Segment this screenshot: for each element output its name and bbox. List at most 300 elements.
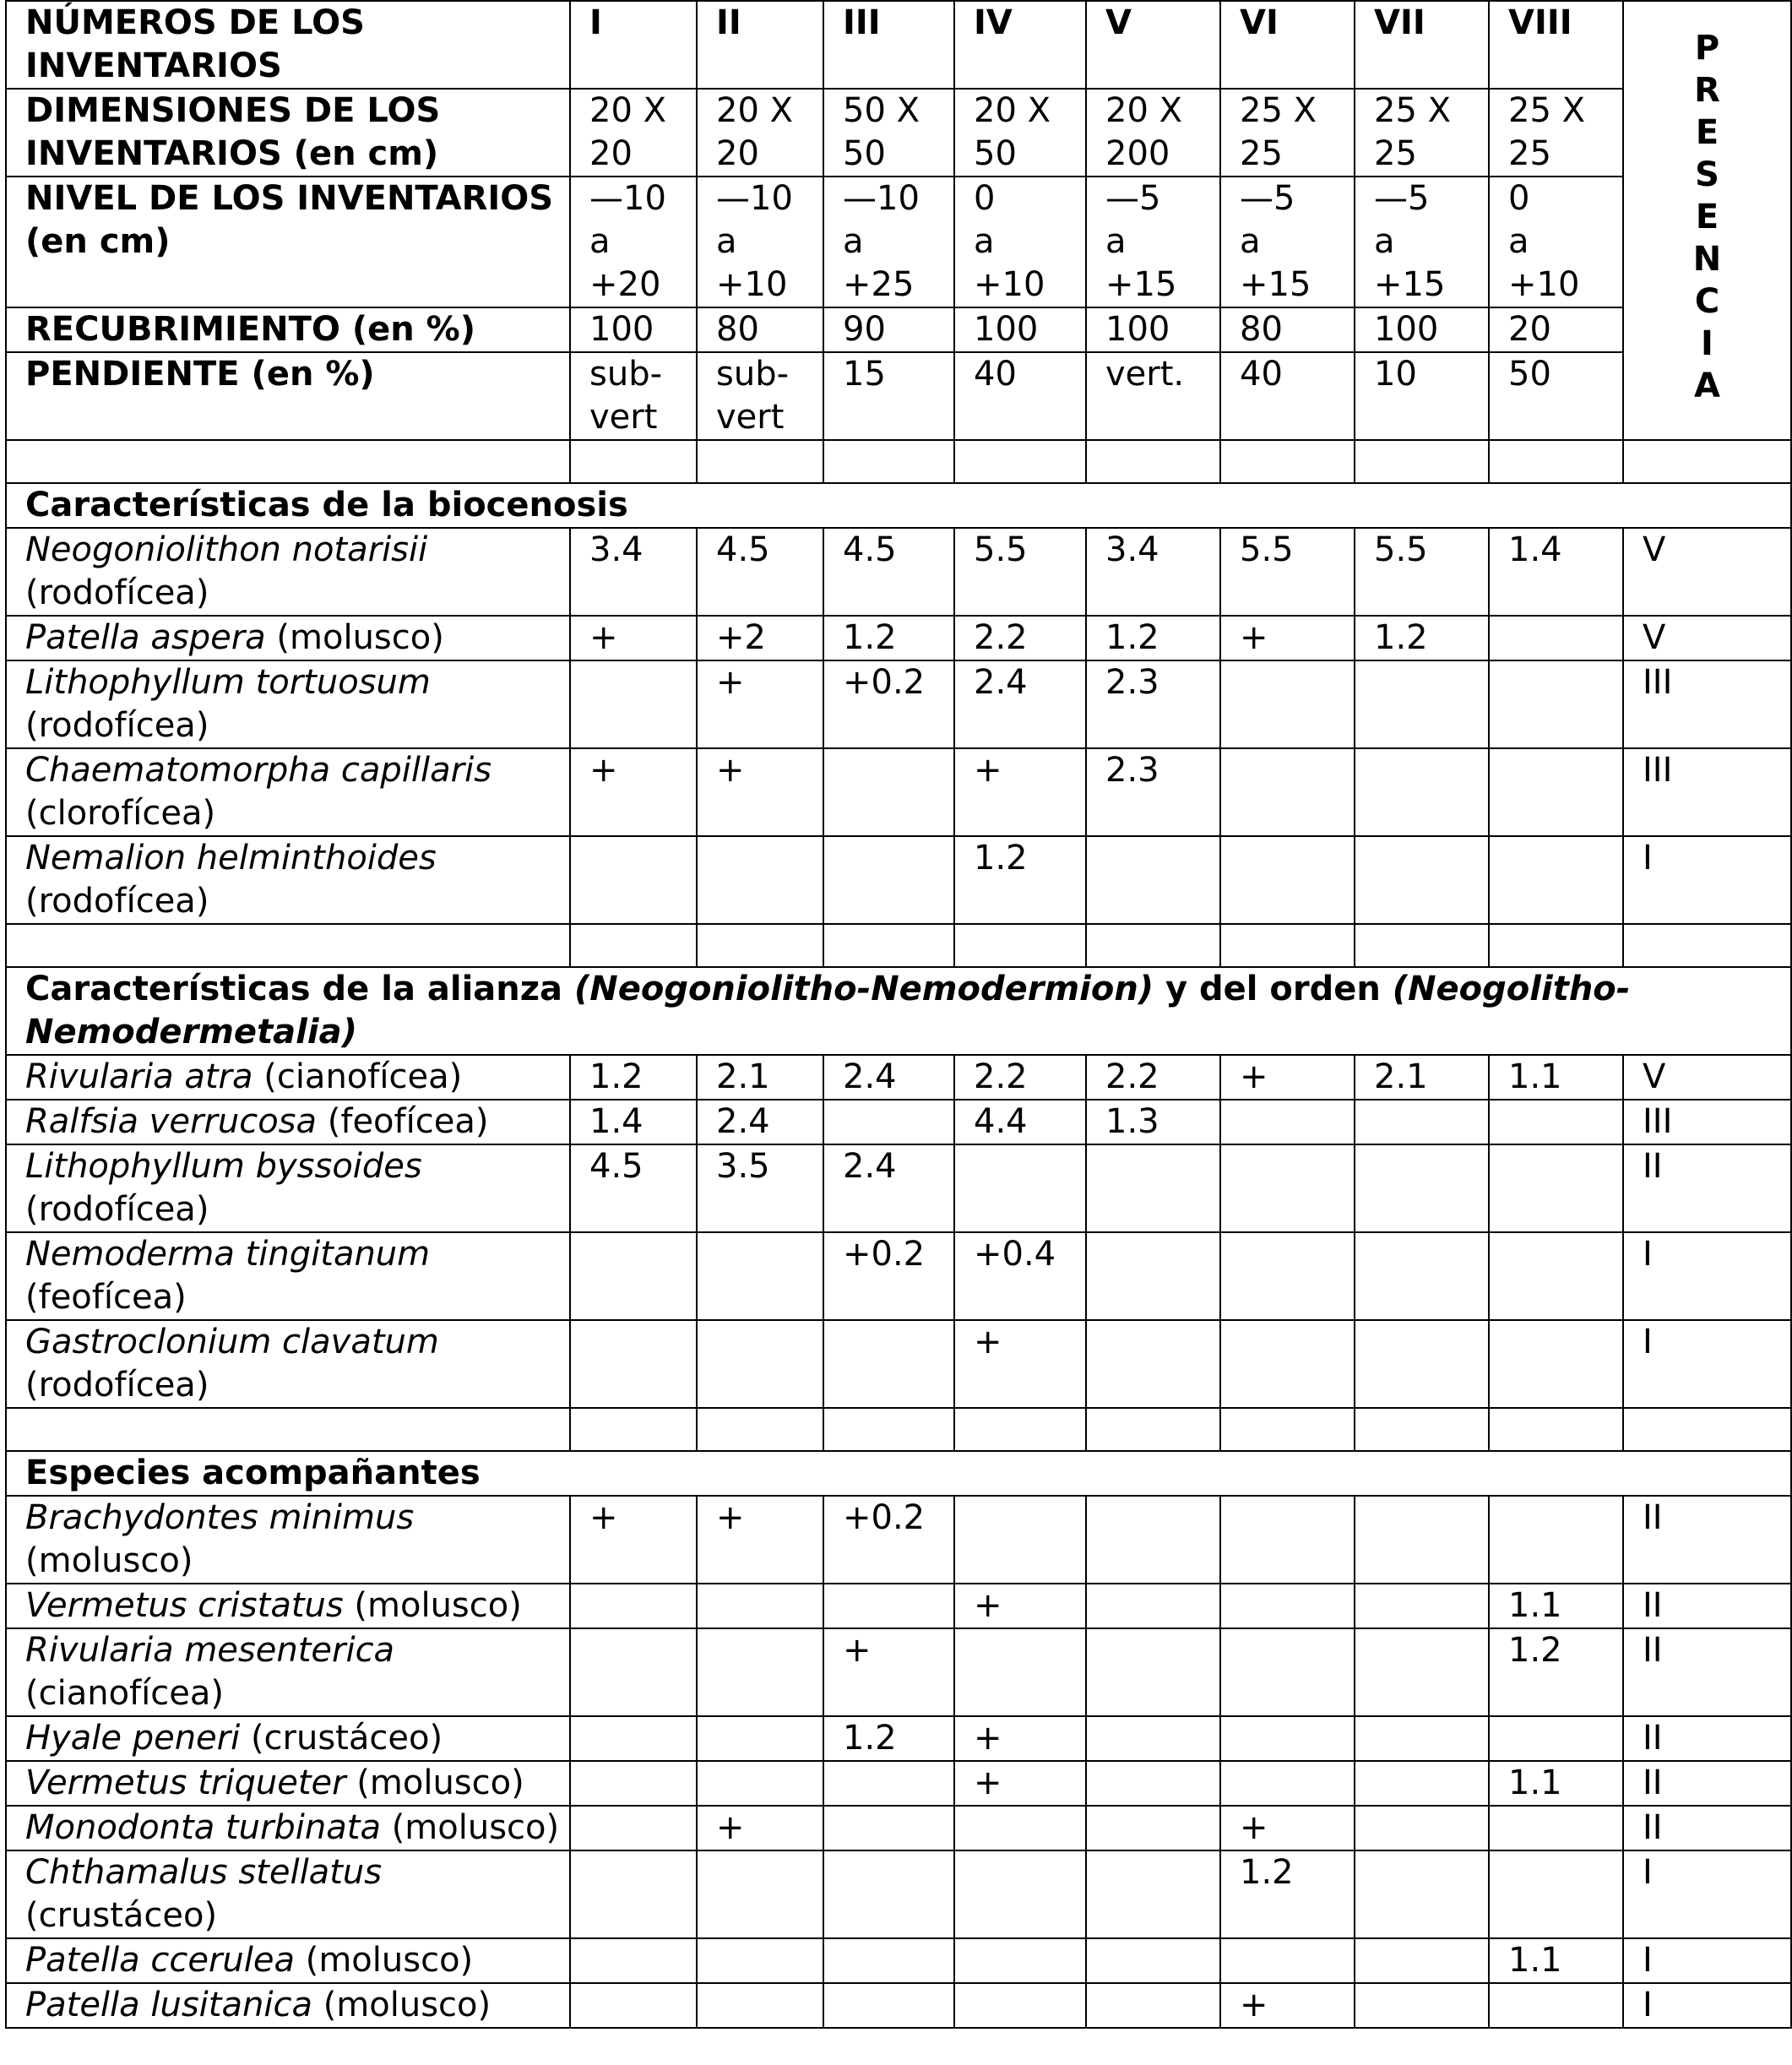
- empty-cell: [697, 1408, 823, 1451]
- section-title-part: Especies acompañantes: [25, 1454, 481, 1492]
- abundance-value: [1220, 1584, 1355, 1628]
- pendiente-label: PENDIENTE (en %): [6, 352, 570, 440]
- nivel-line: +20: [589, 265, 661, 304]
- species-name: Ralfsia verrucosa: [25, 1102, 318, 1141]
- dimension-value: 20 X 50: [954, 89, 1086, 177]
- inventario-number: V: [1086, 1, 1220, 89]
- abundance-value: [823, 1100, 954, 1144]
- presencia-value: III: [1623, 748, 1791, 836]
- abundance-value: +0.2: [823, 1232, 954, 1320]
- section-title-part: (Neogolitho-Nemodermetalia): [25, 970, 1631, 1052]
- empty-cell: [1489, 440, 1623, 483]
- abundance-value: [697, 836, 823, 924]
- abundance-value: 1.2: [1489, 1628, 1623, 1716]
- abundance-value: [1220, 748, 1355, 836]
- abundance-value: +2: [697, 616, 823, 660]
- species-group: (rodofícea): [25, 1190, 209, 1229]
- abundance-value: +: [697, 660, 823, 748]
- abundance-value: 2.4: [954, 660, 1086, 748]
- species-row: [6, 660, 1791, 748]
- nivel-value: [570, 177, 697, 307]
- presencia-value: I: [1623, 836, 1791, 924]
- abundance-value: 1.2: [1220, 1850, 1355, 1938]
- abundance-value: 1.2: [570, 1055, 697, 1100]
- species-name: Patella ccerulea: [25, 1941, 296, 1980]
- empty-cell: [1623, 1408, 1791, 1451]
- abundance-value: +: [954, 1716, 1086, 1761]
- abundance-value: [1489, 1806, 1623, 1850]
- abundance-value: [570, 1232, 697, 1320]
- species-group: (molusco): [305, 1941, 474, 1980]
- abundance-value: 4.5: [570, 1144, 697, 1232]
- abundance-value: [697, 1850, 823, 1938]
- pendiente-line: 40: [974, 355, 1017, 394]
- nivel-line: a: [1240, 222, 1261, 261]
- section-title-row: [6, 967, 1791, 1055]
- presencia-value: I: [1623, 1232, 1791, 1320]
- abundance-value: [823, 836, 954, 924]
- abundance-value: 1.2: [823, 1716, 954, 1761]
- header-row-numeros: [6, 1, 1791, 89]
- abundance-value: 1.1: [1489, 1584, 1623, 1628]
- nivel-value: [1086, 177, 1220, 307]
- species-row: [6, 1850, 1791, 1938]
- abundance-value: [570, 660, 697, 748]
- abundance-value: 1.1: [1489, 1761, 1623, 1806]
- abundance-value: 1.4: [1489, 528, 1623, 616]
- empty-cell: [1355, 440, 1489, 483]
- species-row: [6, 616, 1791, 660]
- nivel-value: [1220, 177, 1355, 307]
- species-group: (cianofícea): [25, 1674, 224, 1713]
- abundance-value: +: [954, 748, 1086, 836]
- abundance-value: [570, 1938, 697, 1983]
- empty-cell: [1220, 924, 1355, 967]
- species-group: (crustáceo): [25, 1896, 218, 1935]
- nivel-value: [1489, 177, 1623, 307]
- species-group: (cianofícea): [263, 1057, 463, 1096]
- inventario-number: IV: [954, 1, 1086, 89]
- nivel-line: a: [716, 222, 737, 261]
- abundance-value: 1.2: [1355, 616, 1489, 660]
- abundance-value: [823, 1938, 954, 1983]
- empty-cell: [1355, 1408, 1489, 1451]
- abundance-value: +0.2: [823, 660, 954, 748]
- pendiente-line: 15: [843, 355, 886, 394]
- species-row: [6, 748, 1791, 836]
- species-cell: [6, 1584, 570, 1628]
- abundance-value: [1355, 1716, 1489, 1761]
- abundance-value: [570, 1716, 697, 1761]
- spacer-row: [6, 924, 1791, 967]
- species-group: (rodofícea): [25, 882, 209, 921]
- presencia-value: I: [1623, 1320, 1791, 1408]
- species-group: (molusco): [356, 1763, 524, 1802]
- recubrimiento-value: 20: [1489, 307, 1623, 352]
- pendiente-value: [697, 352, 823, 440]
- abundance-value: [1489, 616, 1623, 660]
- presencia-value: III: [1623, 1100, 1791, 1144]
- abundance-value: 1.2: [954, 836, 1086, 924]
- species-name: Vermetus triqueter: [25, 1763, 346, 1802]
- species-cell: [6, 1628, 570, 1716]
- pendiente-value: [954, 352, 1086, 440]
- section-title-part: Características de la biocenosis: [25, 486, 628, 524]
- nivel-line: 0: [1508, 179, 1530, 218]
- pendiente-value: [570, 352, 697, 440]
- empty-cell: [1489, 1408, 1623, 1451]
- species-group: (rodofícea): [25, 573, 209, 612]
- nivel-line: a: [589, 222, 611, 261]
- abundance-value: [1355, 1100, 1489, 1144]
- abundance-value: [954, 1850, 1086, 1938]
- empty-cell: [1220, 440, 1355, 483]
- species-group: (clorofícea): [25, 794, 216, 833]
- empty-cell: [823, 924, 954, 967]
- section-title-row: [6, 483, 1791, 528]
- nivel-line: —5: [1105, 179, 1161, 218]
- presencia-value: I: [1623, 1850, 1791, 1938]
- abundance-value: [823, 1584, 954, 1628]
- recubrimiento-value: 80: [1220, 307, 1355, 352]
- nivel-line: a: [974, 222, 995, 261]
- header-row-dimensiones: [6, 89, 1791, 177]
- nivel-label: NIVEL DE LOS INVENTARIOS (en cm): [6, 177, 570, 307]
- species-group: (rodofícea): [25, 706, 209, 745]
- species-cell: [6, 528, 570, 616]
- abundance-value: [570, 1761, 697, 1806]
- dimensiones-label: DIMENSIONES DE LOS INVENTARIOS (en cm): [6, 89, 570, 177]
- section-title: [6, 967, 1791, 1055]
- presencia-value: I: [1623, 1983, 1791, 2028]
- species-cell: [6, 1850, 570, 1938]
- abundance-value: [1086, 1761, 1220, 1806]
- table-body: [6, 1, 1791, 2028]
- abundance-value: [1220, 660, 1355, 748]
- abundance-value: [1489, 1320, 1623, 1408]
- abundance-value: 2.3: [1086, 748, 1220, 836]
- presencia-value: II: [1623, 1716, 1791, 1761]
- nivel-line: —5: [1240, 179, 1295, 218]
- empty-cell: [697, 440, 823, 483]
- dimension-value: 20 X 200: [1086, 89, 1220, 177]
- pendiente-line: sub-: [716, 355, 790, 394]
- inventario-number: VI: [1220, 1, 1355, 89]
- abundance-value: [954, 1806, 1086, 1850]
- abundance-value: [697, 1584, 823, 1628]
- abundance-value: [570, 1983, 697, 2028]
- abundance-value: [1086, 836, 1220, 924]
- species-cell: [6, 1100, 570, 1144]
- presencia-value: II: [1623, 1584, 1791, 1628]
- species-cell: [6, 660, 570, 748]
- abundance-value: [823, 1320, 954, 1408]
- species-row: [6, 1320, 1791, 1408]
- section-title-part: y del orden: [1154, 970, 1393, 1008]
- species-name: Lithophyllum tortuosum: [25, 663, 431, 702]
- abundance-value: [1086, 1584, 1220, 1628]
- inventario-number: II: [697, 1, 823, 89]
- species-row: [6, 1716, 1791, 1761]
- abundance-value: [1489, 1100, 1623, 1144]
- nivel-line: —10: [589, 179, 666, 218]
- species-name: Nemoderma tingitanum: [25, 1235, 431, 1274]
- species-cell: [6, 1232, 570, 1320]
- species-name: Chaematomorpha capillaris: [25, 751, 492, 790]
- abundance-value: [1086, 1806, 1220, 1850]
- presencia-letter: N: [1692, 240, 1722, 279]
- recubrimiento-label: RECUBRIMIENTO (en %): [6, 307, 570, 352]
- empty-cell: [6, 440, 570, 483]
- abundance-value: +: [570, 616, 697, 660]
- abundance-value: +: [697, 1806, 823, 1850]
- nivel-line: +10: [1508, 265, 1580, 304]
- pendiente-line: sub-: [589, 355, 663, 394]
- abundance-value: [1355, 1938, 1489, 1983]
- abundance-value: [697, 1628, 823, 1716]
- nivel-line: +15: [1105, 265, 1177, 304]
- abundance-value: [1355, 1144, 1489, 1232]
- abundance-value: 1.2: [1086, 616, 1220, 660]
- species-cell: [6, 836, 570, 924]
- dimension-value: 20 X 20: [697, 89, 823, 177]
- nivel-line: a: [1374, 222, 1395, 261]
- abundance-value: +: [570, 748, 697, 836]
- species-cell: [6, 1320, 570, 1408]
- species-name: Neogoniolithon notarisii: [25, 530, 428, 569]
- nivel-line: +15: [1240, 265, 1311, 304]
- abundance-value: +0.2: [823, 1496, 954, 1584]
- abundance-value: [1355, 1584, 1489, 1628]
- nivel-line: a: [1508, 222, 1529, 261]
- species-name: Hyale peneri: [25, 1719, 241, 1758]
- empty-cell: [697, 924, 823, 967]
- abundance-value: 5.5: [954, 528, 1086, 616]
- species-name: Gastroclonium clavatum: [25, 1323, 439, 1361]
- section-title-part: Características de la alianza: [25, 970, 574, 1008]
- species-cell: [6, 748, 570, 836]
- abundance-value: +: [1220, 1055, 1355, 1100]
- abundance-value: [697, 1320, 823, 1408]
- abundance-value: [1220, 1716, 1355, 1761]
- species-name: Rivularia atra: [25, 1057, 253, 1096]
- abundance-value: [1355, 1761, 1489, 1806]
- species-group: (molusco): [354, 1586, 522, 1625]
- abundance-value: [1489, 660, 1623, 748]
- dimension-value: 25 X 25: [1489, 89, 1623, 177]
- abundance-value: [1086, 1496, 1220, 1584]
- empty-cell: [1489, 924, 1623, 967]
- nivel-line: —5: [1374, 179, 1430, 218]
- abundance-value: [1086, 1232, 1220, 1320]
- abundance-value: [1220, 1320, 1355, 1408]
- species-cell: [6, 1761, 570, 1806]
- abundance-value: [570, 1806, 697, 1850]
- abundance-value: [570, 1850, 697, 1938]
- abundance-value: 2.2: [954, 1055, 1086, 1100]
- abundance-value: 2.4: [823, 1055, 954, 1100]
- abundance-value: [1220, 836, 1355, 924]
- presencia-letter: E: [1695, 198, 1719, 236]
- abundance-value: [1355, 836, 1489, 924]
- nivel-value: [1355, 177, 1489, 307]
- abundance-value: [1489, 748, 1623, 836]
- species-cell: [6, 1938, 570, 1983]
- species-row: [6, 1144, 1791, 1232]
- abundance-value: 4.5: [823, 528, 954, 616]
- nivel-line: +10: [974, 265, 1045, 304]
- species-row: [6, 1983, 1791, 2028]
- species-row: [6, 1628, 1791, 1716]
- nivel-value: [697, 177, 823, 307]
- species-cell: [6, 1496, 570, 1584]
- abundance-value: [823, 1850, 954, 1938]
- abundance-value: [570, 1584, 697, 1628]
- species-name: Brachydontes minimus: [25, 1498, 415, 1537]
- abundance-value: [1220, 1628, 1355, 1716]
- nivel-line: —10: [843, 179, 920, 218]
- abundance-value: 1.2: [823, 616, 954, 660]
- abundance-value: 2.4: [697, 1100, 823, 1144]
- nivel-line: a: [843, 222, 864, 261]
- pendiente-line: vert: [716, 398, 785, 437]
- species-row: [6, 836, 1791, 924]
- abundance-value: +0.4: [954, 1232, 1086, 1320]
- abundance-value: [697, 1761, 823, 1806]
- header-row-nivel: [6, 177, 1791, 307]
- presencia-value: II: [1623, 1806, 1791, 1850]
- presencia-letter: R: [1694, 71, 1720, 110]
- presencia-letter: C: [1694, 282, 1720, 321]
- abundance-value: [1220, 1496, 1355, 1584]
- pendiente-line: 40: [1240, 355, 1283, 394]
- empty-cell: [954, 440, 1086, 483]
- empty-cell: [1086, 440, 1220, 483]
- abundance-value: 3.4: [1086, 528, 1220, 616]
- abundance-value: 1.4: [570, 1100, 697, 1144]
- abundance-value: +: [697, 748, 823, 836]
- abundance-value: [697, 1938, 823, 1983]
- empty-cell: [1623, 924, 1791, 967]
- section-title: [6, 483, 1791, 528]
- abundance-value: 3.5: [697, 1144, 823, 1232]
- inventario-number: III: [823, 1, 954, 89]
- abundance-value: [1355, 748, 1489, 836]
- empty-cell: [570, 1408, 697, 1451]
- species-row: [6, 1496, 1791, 1584]
- species-row: [6, 1761, 1791, 1806]
- header-row-pendiente: [6, 352, 1791, 440]
- abundance-value: +: [954, 1320, 1086, 1408]
- empty-cell: [823, 1408, 954, 1451]
- nivel-value: [954, 177, 1086, 307]
- abundance-value: [570, 1320, 697, 1408]
- abundance-value: [954, 1496, 1086, 1584]
- recubrimiento-value: 100: [954, 307, 1086, 352]
- abundance-value: 2.2: [1086, 1055, 1220, 1100]
- species-cell: [6, 1716, 570, 1761]
- empty-cell: [6, 1408, 570, 1451]
- presencia-value: V: [1623, 616, 1791, 660]
- abundance-value: [1220, 1938, 1355, 1983]
- species-name: Monodonta turbinata: [25, 1808, 381, 1847]
- abundance-value: [697, 1232, 823, 1320]
- nivel-line: 0: [974, 179, 996, 218]
- abundance-value: [697, 1983, 823, 2028]
- presencia-letter: A: [1694, 367, 1720, 405]
- abundance-value: [954, 1628, 1086, 1716]
- inventario-number: I: [570, 1, 697, 89]
- abundance-value: 3.4: [570, 528, 697, 616]
- species-name: Nemalion helminthoides: [25, 839, 437, 878]
- abundance-value: [823, 1761, 954, 1806]
- abundance-value: [1355, 1496, 1489, 1584]
- abundance-value: 5.5: [1220, 528, 1355, 616]
- abundance-value: [1086, 1716, 1220, 1761]
- empty-cell: [1355, 924, 1489, 967]
- empty-cell: [6, 924, 570, 967]
- abundance-value: [1220, 1100, 1355, 1144]
- species-group: (molusco): [391, 1808, 560, 1847]
- pendiente-value: [1355, 352, 1489, 440]
- dimension-value: 25 X 25: [1220, 89, 1355, 177]
- presencia-letter: S: [1695, 155, 1719, 194]
- species-cell: [6, 616, 570, 660]
- abundance-value: [1489, 1983, 1623, 2028]
- abundance-value: +: [1220, 1806, 1355, 1850]
- abundance-value: [697, 1716, 823, 1761]
- species-group: (molusco): [25, 1541, 193, 1580]
- abundance-value: [570, 836, 697, 924]
- nivel-line: —10: [716, 179, 793, 218]
- abundance-value: [1489, 1850, 1623, 1938]
- abundance-value: [823, 748, 954, 836]
- abundance-value: [1355, 660, 1489, 748]
- nivel-line: a: [1105, 222, 1127, 261]
- species-row: [6, 1584, 1791, 1628]
- abundance-value: [823, 1806, 954, 1850]
- abundance-value: [1086, 1983, 1220, 2028]
- abundance-value: 4.4: [954, 1100, 1086, 1144]
- empty-cell: [954, 1408, 1086, 1451]
- inventario-number: VIII: [1489, 1, 1623, 89]
- abundance-value: [1489, 1232, 1623, 1320]
- abundance-value: [1086, 1938, 1220, 1983]
- abundance-value: +: [954, 1761, 1086, 1806]
- abundance-value: 4.5: [697, 528, 823, 616]
- abundance-value: 2.4: [823, 1144, 954, 1232]
- empty-cell: [570, 924, 697, 967]
- abundance-value: [1355, 1806, 1489, 1850]
- abundance-value: [1355, 1850, 1489, 1938]
- nivel-line: +15: [1374, 265, 1446, 304]
- species-row: [6, 1055, 1791, 1100]
- species-name: Lithophyllum byssoides: [25, 1147, 422, 1186]
- species-group: (feofícea): [327, 1102, 489, 1141]
- abundance-value: [1086, 1144, 1220, 1232]
- species-cell: [6, 1055, 570, 1100]
- spacer-row: [6, 1408, 1791, 1451]
- presencia-letter: E: [1695, 113, 1719, 152]
- abundance-value: +: [954, 1584, 1086, 1628]
- recubrimiento-value: 100: [1355, 307, 1489, 352]
- empty-cell: [1086, 1408, 1220, 1451]
- abundance-value: [1220, 1761, 1355, 1806]
- presencia-value: II: [1623, 1761, 1791, 1806]
- abundance-value: 1.1: [1489, 1938, 1623, 1983]
- abundance-value: [1086, 1628, 1220, 1716]
- species-group: (crustáceo): [250, 1719, 443, 1758]
